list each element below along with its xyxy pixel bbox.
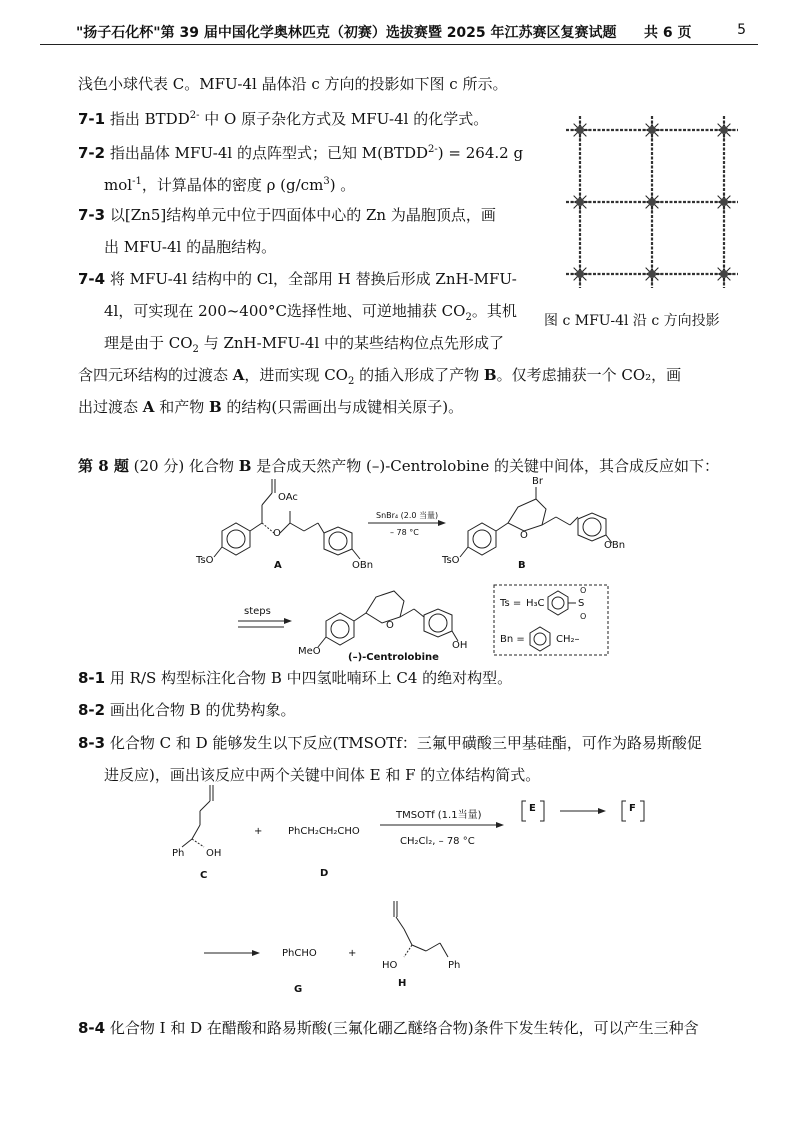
q7-4-text-d2: ，进而实现 CO xyxy=(244,366,348,384)
q7-4-line5 xyxy=(78,397,463,417)
arrow-icon xyxy=(204,950,260,956)
compound-b-label: B xyxy=(518,560,526,571)
q7-4-label-a2: A xyxy=(142,398,155,416)
q7-4-label-b2: B xyxy=(208,398,222,416)
intermediate-e-label: E xyxy=(529,803,536,814)
q7-4-label-b: B xyxy=(483,366,497,384)
q8-2-num: 8-2 xyxy=(78,701,106,719)
q7-2-text-a: 指出晶体 MFU-4l 的点阵型式；已知 M(BTDD xyxy=(109,144,429,162)
q8-title-b: B xyxy=(238,457,252,475)
oh-cent-label: OH xyxy=(452,640,468,651)
benzene-ring-icon xyxy=(468,523,496,555)
ts-s: S xyxy=(578,598,585,609)
plus-sign-2: + xyxy=(348,948,357,959)
q7-1-num: 7-1 xyxy=(78,110,106,128)
benzene-ring-icon xyxy=(578,513,606,541)
ph-label-h: Ph xyxy=(448,960,461,971)
q8-3-line1 xyxy=(78,733,702,753)
q7-intro: 浅色小球代表 C。MFU-4l 晶体沿 c 方向的投影如下图 c 所示。 xyxy=(78,75,508,93)
arrow-icon xyxy=(380,822,504,828)
q7-4-text-a: 将 MFU-4l 结构中的 Cl，全部用 H 替换后形成 ZnH-MFU- xyxy=(109,270,517,288)
q8-1-num: 8-1 xyxy=(78,669,106,687)
benzene-ring-icon xyxy=(222,523,250,555)
q7-4-text-e1: 出过渡态 xyxy=(78,398,143,416)
q7-4-text-d1: 含四元环结构的过渡态 xyxy=(78,366,233,384)
steps-label: steps xyxy=(244,606,271,617)
header-title: "扬子石化杯"第 39 届中国化学奥林匹克（初赛）选拔赛暨 2025 年江苏赛区复赛试题 xyxy=(76,25,617,41)
q8-title xyxy=(78,456,719,476)
q7-1-text-b: 中 O 原子杂化方式及 MFU-4l 的化学式。 xyxy=(199,110,489,128)
reagent-snbr4: SnBr₄ (2.0 当量) xyxy=(376,511,439,520)
page-number: 5 xyxy=(737,22,746,38)
q7-3-line2: 出 MFU-4l 的晶胞结构。 xyxy=(104,238,277,256)
compound-d-label: D xyxy=(320,868,329,879)
benzene-ring-icon xyxy=(424,609,452,637)
benzene-ring-icon xyxy=(530,627,550,651)
q7-4-label-a: A xyxy=(232,366,245,384)
compound-h-label: H xyxy=(398,978,407,989)
benzene-ring-icon xyxy=(548,591,568,615)
q7-4-sub-c: 2 xyxy=(192,344,199,355)
q8-3-line2: 进反应)，画出该反应中两个关键中间体 E 和 F 的立体结构简式。 xyxy=(104,766,541,784)
ph-label-c: Ph xyxy=(172,848,185,859)
ts-o-bottom: O xyxy=(580,612,587,621)
q7-4-text-c: 理是由于 CO xyxy=(104,334,193,352)
q7-4-text-d4: 。仅考虑捕获一个 CO₂，画 xyxy=(496,366,682,384)
q7-4-sub-b: 2 xyxy=(465,312,472,323)
q8-2-text: 画出化合物 B 的优势构象。 xyxy=(109,701,296,719)
plus-sign-1: + xyxy=(254,826,263,837)
q7-1-text-a: 指出 BTDD xyxy=(109,110,190,128)
q8-title-rest: 是合成天然产物 (–)-Centrolobine 的关键中间体，其合成反应如下： xyxy=(251,457,720,475)
bn-ch2: CH₂– xyxy=(556,634,580,645)
q7-1-sup: 2- xyxy=(189,110,200,121)
q7-2-text-c: mol xyxy=(104,176,133,194)
q8-4 xyxy=(78,1018,699,1038)
ts-h3c: H₃C xyxy=(526,598,545,609)
benzene-ring-icon xyxy=(326,613,354,645)
q7-2-sup: 2- xyxy=(428,144,438,155)
q7-2-text-b: ) = 264.2 g xyxy=(437,144,524,162)
q7-2-line2 xyxy=(104,172,355,195)
q7-4-line3 xyxy=(104,333,504,360)
q8-4-text: 化合物 I 和 D 在醋酸和路易斯酸(三氟化硼乙醚络合物)条件下发生转化，可以产生三种含 xyxy=(109,1019,699,1037)
q7-2-text-e: ) 。 xyxy=(329,176,356,194)
meo-label: MeO xyxy=(298,646,321,657)
reagent-ch2cl2: CH₂Cl₂, – 78 °C xyxy=(400,836,475,847)
q7-2-sup-c: -1 xyxy=(132,176,142,187)
obn-label-b: OBn xyxy=(604,540,626,551)
oac-label: OAc xyxy=(278,492,298,503)
intermediate-f-label: F xyxy=(629,803,636,814)
q8-4-num: 8-4 xyxy=(78,1019,106,1037)
q7-2-text-d: ，计算晶体的密度 ρ (g/cm xyxy=(141,176,324,194)
compound-a-label: A xyxy=(274,560,282,571)
q7-4-sub-d: 2 xyxy=(347,376,355,387)
scheme-1-structures xyxy=(0,475,793,675)
mfu-lattice-icon xyxy=(562,112,742,292)
q7-2-sup-d: 3 xyxy=(323,176,330,187)
ts-o-top: O xyxy=(580,586,587,595)
q7-4-text-b: 4l，可实现在 200~400°C选择性地、可逆地捕获 CO xyxy=(104,302,466,320)
arrow-icon xyxy=(238,618,292,627)
page-header xyxy=(40,20,758,45)
q7-3-line1 xyxy=(78,205,496,225)
figure-c-caption: 图 c MFU-4l 沿 c 方向投影 xyxy=(544,313,720,329)
q7-2-num: 7-2 xyxy=(78,144,106,162)
tso-label-b: TsO xyxy=(442,555,460,566)
q8-2 xyxy=(78,700,295,720)
q8-title-num: 第 8 题 xyxy=(78,457,129,475)
o-ring-label: O xyxy=(520,530,528,541)
q7-3-num: 7-3 xyxy=(78,206,106,224)
q8-3-text-a: 化合物 C 和 D 能够发生以下反应(TMSOTf：三氟甲磺酸三甲基硅酯，可作为路易斯酸促 xyxy=(109,734,702,752)
compound-d-formula: PhCH₂CH₂CHO xyxy=(288,826,360,837)
arrow-icon xyxy=(560,808,606,814)
bn-definition: Bn = xyxy=(500,634,525,645)
benzene-ring-icon xyxy=(324,527,352,555)
reagent-temp1: – 78 °C xyxy=(390,528,419,537)
q7-4-text-b2: 。其机 xyxy=(471,302,517,320)
q8-1 xyxy=(78,668,512,688)
oh-label-c: OH xyxy=(206,848,222,859)
q7-4-text-c2: 与 ZnH-MFU-4l 中的某些结构位点先形成了 xyxy=(198,334,505,352)
q7-1 xyxy=(78,106,488,129)
q7-4-text-e3: 的结构(只需画出与成键相关原子)。 xyxy=(221,398,464,416)
compound-c-label: C xyxy=(200,870,208,881)
q7-4-line4 xyxy=(78,365,681,392)
q7-4-line1 xyxy=(78,269,517,289)
q7-4-text-e2: 和产物 xyxy=(154,398,209,416)
q8-score: (20 分) 化合物 xyxy=(128,457,239,475)
ho-label-h: HO xyxy=(382,960,398,971)
o-cent-label: O xyxy=(386,620,394,631)
phcho-label: PhCHO xyxy=(282,948,317,959)
tso-label-a: TsO xyxy=(196,555,214,566)
q7-3-text-a: 以[Zn5]结构单元中位于四面体中心的 Zn 为晶胞顶点，画 xyxy=(109,206,496,224)
ts-definition: Ts = xyxy=(500,598,522,609)
reagent-tmsotf: TMSOTf (1.1当量) xyxy=(396,810,482,821)
q7-4-num: 7-4 xyxy=(78,270,106,288)
q7-4-text-d3: 的插入形成了产物 xyxy=(354,366,484,384)
q7-2-line1 xyxy=(78,140,523,163)
obn-label-a: OBn xyxy=(352,560,374,571)
q8-1-text: 用 R/S 构型标注化合物 B 中四氢吡喃环上 C4 的绝对构型。 xyxy=(109,669,513,687)
o-ester-label: O xyxy=(273,528,281,539)
compound-g-label: G xyxy=(294,984,303,995)
header-pages: 共 6 页 xyxy=(644,25,692,41)
q7-4-line2 xyxy=(104,301,517,328)
centrolobine-label: (–)-Centrolobine xyxy=(348,652,439,663)
q8-3-num: 8-3 xyxy=(78,734,106,752)
br-label: Br xyxy=(532,476,543,487)
